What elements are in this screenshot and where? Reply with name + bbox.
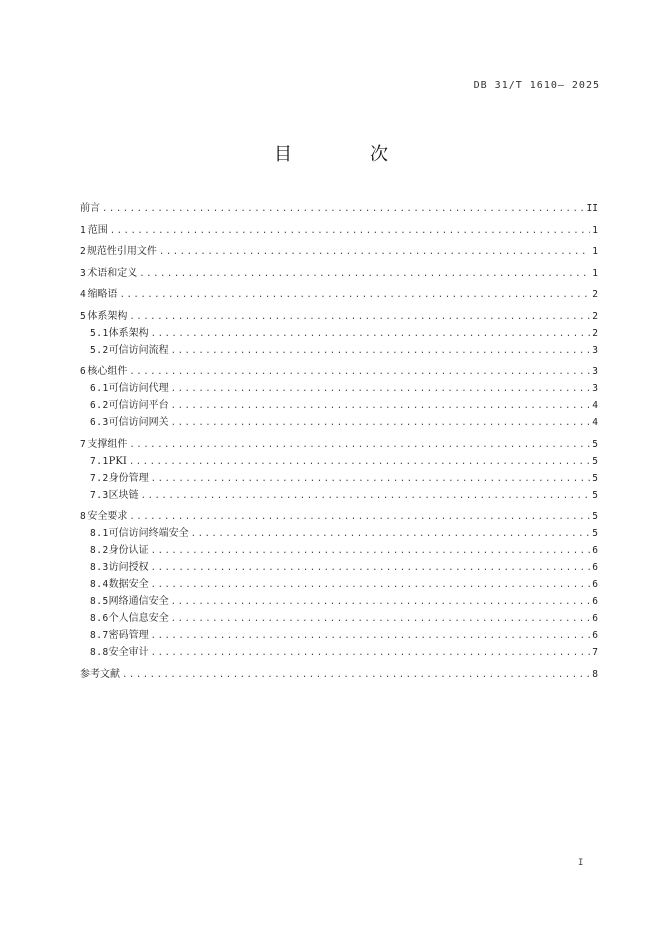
toc-entry-label: 核心组件 <box>87 366 128 377</box>
toc-entry-number: 8.1 <box>90 528 109 539</box>
toc-entry-page: 2 <box>592 327 598 339</box>
toc-dot-leader <box>151 560 590 577</box>
toc-entry-page: 1 <box>592 246 598 257</box>
toc-entry[interactable] <box>80 525 598 542</box>
toc-entry-page: 4 <box>592 400 598 411</box>
toc-entry-label: 身份认证 <box>108 545 149 556</box>
toc-entry[interactable] <box>80 610 598 627</box>
toc-dot-leader <box>171 381 590 398</box>
toc-entry-label: 区块链 <box>108 489 139 501</box>
toc-entry[interactable] <box>80 200 598 217</box>
toc-entry-label: 规范性引用文件 <box>86 246 157 257</box>
toc-entry-number: 2 <box>80 246 87 257</box>
toc-dot-leader <box>141 488 590 505</box>
toc-entry-page: 1 <box>592 224 598 236</box>
document-code: DB 31/T 1610— 2025 <box>473 80 600 91</box>
toc-dot-leader <box>122 667 590 684</box>
toc-entry-page: 3 <box>592 383 598 394</box>
toc-entry-number: 5.1 <box>90 327 109 339</box>
toc-entry-number: 8.3 <box>90 562 109 573</box>
toc-dot-leader <box>159 244 590 261</box>
toc-dot-leader <box>151 326 590 343</box>
toc-entry-number: 7.1 <box>90 455 109 467</box>
toc-entry-number: 8.5 <box>90 596 109 607</box>
toc-dot-leader <box>171 398 590 415</box>
toc-entry-page: 7 <box>592 647 598 658</box>
toc-entry-label: 支撑组件 <box>87 438 128 450</box>
toc-entry[interactable] <box>80 666 598 683</box>
toc-entry-page: 5 <box>592 472 598 484</box>
toc-entry-page: 1 <box>592 267 598 279</box>
toc-entry[interactable] <box>80 286 598 303</box>
toc-entry-page: 8 <box>592 668 598 680</box>
toc-entry-number: 6.2 <box>90 400 109 411</box>
toc-entry-page: 6 <box>592 613 598 624</box>
toc-dot-leader <box>129 454 590 471</box>
toc-entry-page: 2 <box>592 289 598 300</box>
toc-entry-label: PKI <box>108 455 127 467</box>
toc-entry-label: 访问授权 <box>108 562 149 573</box>
toc-entry[interactable] <box>80 644 598 661</box>
toc-entry-number: 6 <box>80 366 87 377</box>
toc-entry-label: 个人信息安全 <box>108 613 169 624</box>
toc-entry-number: 1 <box>80 224 87 236</box>
toc-entry-label: 安全审计 <box>108 647 149 658</box>
toc-entry-number: 8.8 <box>90 647 109 658</box>
toc-dot-leader <box>151 628 590 645</box>
toc-entry[interactable] <box>80 243 598 260</box>
toc-entry[interactable] <box>80 453 598 470</box>
toc-dot-leader <box>151 543 590 560</box>
toc-entry-number: 4 <box>80 289 87 300</box>
toc-dot-leader <box>151 471 590 488</box>
toc-entry-number: 7 <box>80 438 87 450</box>
toc-entry-page: 5 <box>592 511 598 522</box>
toc-entry-page: 6 <box>592 562 598 573</box>
toc-entry-page: 6 <box>592 579 598 590</box>
toc-entry[interactable] <box>80 222 598 239</box>
toc-dot-leader <box>129 437 590 454</box>
toc-entry-number: 8.6 <box>90 613 109 624</box>
toc-entry-number: 5.2 <box>90 344 109 356</box>
toc-entry-page: II <box>586 203 598 214</box>
toc-entry[interactable] <box>80 342 598 359</box>
toc-entry[interactable] <box>80 508 598 525</box>
toc-entry-number: 8.4 <box>90 579 109 590</box>
toc-entry[interactable] <box>80 414 598 431</box>
toc-entry-number: 7.2 <box>90 472 109 484</box>
toc-dot-leader <box>191 526 590 543</box>
table-of-contents <box>80 200 598 683</box>
toc-dot-leader <box>102 201 585 218</box>
toc-dot-leader <box>151 645 590 662</box>
toc-title: 目 次 <box>274 144 418 165</box>
toc-entry-page: 3 <box>592 344 598 356</box>
toc-dot-leader <box>171 611 590 628</box>
toc-entry[interactable] <box>80 265 598 282</box>
toc-entry-label: 前言 <box>80 203 100 214</box>
toc-entry-page: 4 <box>592 417 598 428</box>
toc-entry-page: 3 <box>592 366 598 377</box>
toc-entry-page: 5 <box>592 528 598 539</box>
toc-entry-page: 6 <box>592 596 598 607</box>
toc-entry-label: 数据安全 <box>108 579 149 590</box>
toc-dot-leader <box>171 415 590 432</box>
toc-entry[interactable] <box>80 559 598 576</box>
toc-dot-leader <box>151 577 590 594</box>
toc-dot-leader <box>129 509 590 526</box>
toc-entry-page: 2 <box>592 310 598 322</box>
toc-dot-leader <box>171 594 590 611</box>
toc-entry-label: 身份管理 <box>108 472 149 484</box>
toc-entry[interactable] <box>80 576 598 593</box>
toc-entry[interactable] <box>80 542 598 559</box>
toc-entry-page: 5 <box>592 455 598 467</box>
toc-entry-page: 5 <box>592 438 598 450</box>
toc-entry-label: 可信访问平台 <box>108 400 169 411</box>
toc-entry-page: 6 <box>592 630 598 641</box>
toc-entry-label: 可信访问终端安全 <box>108 528 189 539</box>
toc-entry-number: 6.3 <box>90 417 109 428</box>
toc-entry[interactable] <box>80 593 598 610</box>
toc-entry-label: 范围 <box>87 224 108 236</box>
toc-entry-label: 网络通信安全 <box>108 596 169 607</box>
toc-entry-number: 3 <box>80 267 87 279</box>
toc-entry[interactable] <box>80 380 598 397</box>
toc-entry-number: 8 <box>80 511 87 522</box>
toc-entry-label: 参考文献 <box>80 668 120 680</box>
toc-entry[interactable] <box>80 470 598 487</box>
toc-entry-label: 密码管理 <box>108 630 149 641</box>
toc-entry-label: 术语和定义 <box>87 267 138 279</box>
toc-dot-leader <box>139 266 590 283</box>
toc-entry-number: 8.7 <box>90 630 109 641</box>
toc-entry[interactable] <box>80 308 598 325</box>
toc-entry-number: 8.2 <box>90 545 109 556</box>
toc-entry-page: 5 <box>592 489 598 501</box>
toc-entry[interactable] <box>80 397 598 414</box>
toc-dot-leader <box>129 364 590 381</box>
toc-entry-label: 可信访问代理 <box>108 383 169 394</box>
toc-dot-leader <box>171 343 590 360</box>
toc-entry-label: 缩略语 <box>87 289 118 300</box>
toc-entry-label: 体系架构 <box>87 310 128 322</box>
toc-dot-leader <box>120 287 590 304</box>
toc-entry[interactable] <box>80 363 598 380</box>
toc-dot-leader <box>110 223 590 240</box>
toc-entry[interactable] <box>80 487 598 504</box>
toc-entry-label: 可信访问流程 <box>108 344 169 356</box>
toc-entry-label: 可信访问网关 <box>108 417 169 428</box>
page-number: I <box>578 858 584 868</box>
toc-entry-label: 安全要求 <box>87 511 128 522</box>
toc-entry[interactable] <box>80 627 598 644</box>
toc-entry-number: 7.3 <box>90 489 109 501</box>
toc-entry-number: 5 <box>80 310 87 322</box>
toc-entry-label: 体系架构 <box>108 327 149 339</box>
toc-entry[interactable] <box>80 325 598 342</box>
toc-entry-number: 6.1 <box>90 383 109 394</box>
toc-entry-page: 6 <box>592 545 598 556</box>
toc-entry[interactable] <box>80 436 598 453</box>
toc-dot-leader <box>129 309 590 326</box>
